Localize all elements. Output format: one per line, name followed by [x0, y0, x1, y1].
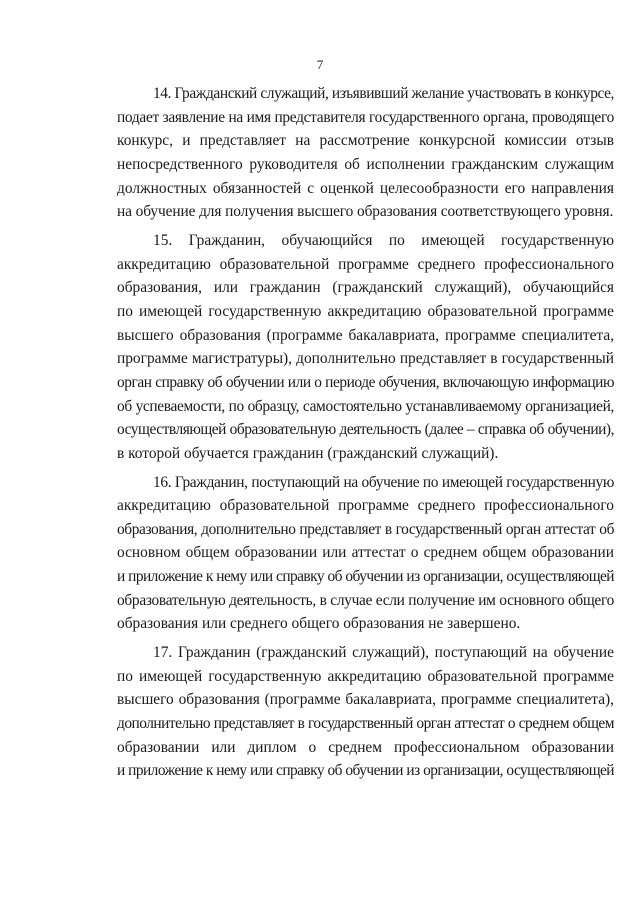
paragraph-line: аккредитацию образовательной программе среднего профессионального — [117, 497, 614, 515]
paragraph-line: 14. Гражданский служащий, изъявивший желание участвовать в конкурсе, — [153, 85, 614, 102]
paragraph-line: образования, или гражданин (гражданский служащий), обучающийся — [117, 279, 614, 297]
paragraph-line: об успеваемости, по образцу, самостоятельно устанавливаемому организацией, — [117, 397, 614, 415]
paragraph-line: осуществляющей образовательную деятельность (далее – справка об обучении), — [117, 421, 614, 439]
paragraph-14 — [117, 82, 614, 224]
paragraph-line: образования или среднего общего образования не завершено. — [117, 615, 521, 633]
paragraph-line: 15. Гражданин, обучающийся по имеющей государственную — [153, 231, 614, 249]
paragraph-15 — [117, 229, 614, 466]
paragraph-line: непосредственного руководителя об исполнении гражданским служащим — [117, 155, 614, 173]
page-number: 7 — [316, 57, 324, 72]
paragraph-line: аккредитацию образовательной программе среднего профессионального — [117, 255, 614, 273]
paragraph-line: подает заявление на имя представителя государственного органа, проводящего — [117, 108, 614, 126]
paragraph-line: образовательную деятельность, в случае если получение им основного общего — [117, 591, 614, 609]
paragraph-line: конкурс, и представляет на рассмотрение конкурсной комиссии отзыв — [117, 132, 614, 150]
paragraph-line: и приложение к нему или справку об обучении из организации, осуществляющей — [117, 568, 614, 586]
paragraph-line: высшего образования (программе бакалавриата, программе специалитета, — [117, 326, 614, 344]
paragraph-line: и приложение к нему или справку об обучении из организации, осуществляющей — [117, 762, 614, 780]
paragraph-line: 16. Гражданин, поступающий на обучение по имеющей государственную — [153, 473, 614, 491]
paragraph-line: высшего образования (программе бакалавриата, программе специалитета), — [117, 691, 614, 709]
paragraph-16 — [117, 471, 614, 637]
paragraph-line: должностных обязанностей с оценкой целесообразности его направления — [117, 179, 614, 197]
paragraph-line: орган справку об обучении или о периоде обучения, включающую информацию — [117, 373, 614, 391]
paragraph-line: в которой обучается гражданин (гражданский служащий). — [117, 444, 499, 462]
paragraph-line: программе магистратуры), дополнительно представляет в государственный — [117, 350, 614, 368]
paragraph-line: образовании или диплом о среднем профессиональном образовании — [117, 738, 614, 756]
paragraph-line: по имеющей государственную аккредитацию образовательной программе — [117, 302, 614, 320]
paragraph-line: по имеющей государственную аккредитацию образовательной программе — [117, 667, 614, 685]
paragraph-line: образования, дополнительно представляет в государственный орган аттестат об — [117, 520, 614, 538]
paragraph-line: на обучение для получения высшего образования соответствующего уровня. — [117, 203, 614, 221]
paragraph-line: 17. Гражданин (гражданский служащий), поступающий на обучение — [153, 644, 614, 662]
paragraph-line: основном общем образовании или аттестат о среднем общем образовании — [117, 544, 614, 562]
document-body — [117, 82, 614, 783]
paragraph-17 — [117, 641, 614, 783]
paragraph-line: дополнительно представляет в государственный орган аттестат о среднем общем — [117, 715, 614, 733]
